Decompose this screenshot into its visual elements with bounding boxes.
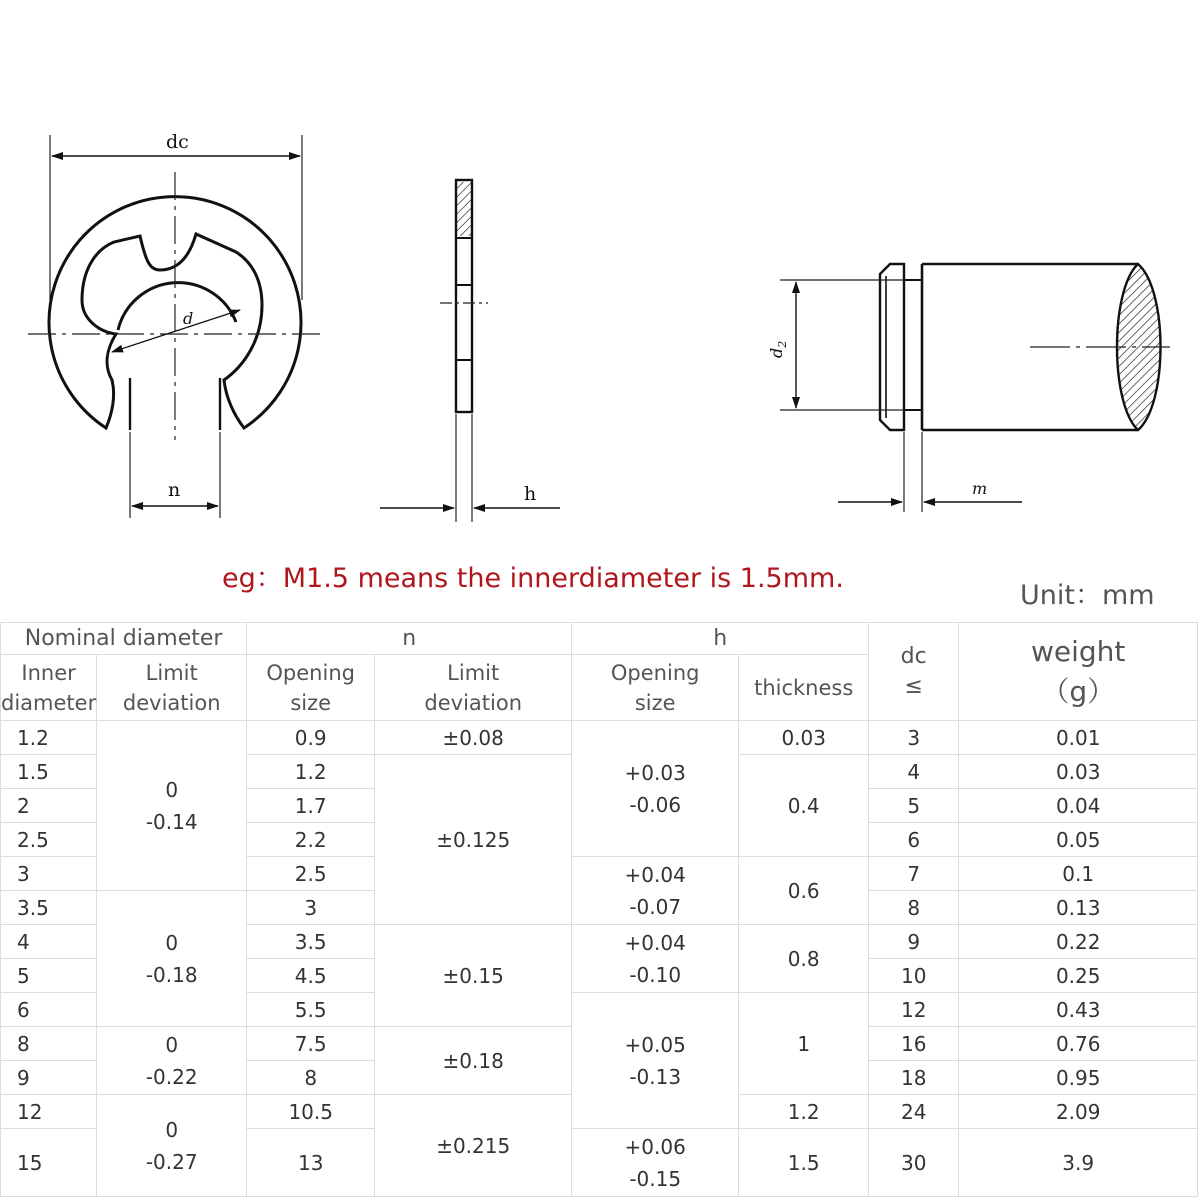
- inner-diameter-cell: 3.5: [1, 891, 97, 925]
- inner-deviation-cell: 0 -0.18: [97, 891, 247, 1027]
- inner-diameter-cell: 6: [1, 993, 97, 1027]
- dc-label: dc: [166, 131, 189, 153]
- header-h: h: [572, 623, 869, 655]
- header-n-limit-deviation: Limit deviation: [375, 655, 572, 721]
- n-opening-cell: 1.7: [247, 789, 375, 823]
- inner-diameter-cell: 1.2: [1, 721, 97, 755]
- inner-diameter-cell: 4: [1, 925, 97, 959]
- thickness-cell: 0.8: [739, 925, 869, 993]
- header-weight: weight （g）: [959, 623, 1198, 721]
- dc-cell: 6: [869, 823, 959, 857]
- inner-diameter-cell: 2.5: [1, 823, 97, 857]
- thickness-cell: 0.03: [739, 721, 869, 755]
- n-opening-cell: 10.5: [247, 1095, 375, 1129]
- dc-cell: 7: [869, 857, 959, 891]
- n-opening-cell: 7.5: [247, 1027, 375, 1061]
- n-opening-cell: 4.5: [247, 959, 375, 993]
- eclip-side-view: [380, 180, 560, 522]
- weight-cell: 0.95: [959, 1061, 1198, 1095]
- dc-cell: 10: [869, 959, 959, 993]
- header-n: n: [247, 623, 572, 655]
- dc-cell: 3: [869, 721, 959, 755]
- dc-cell: 24: [869, 1095, 959, 1129]
- inner-diameter-cell: 3: [1, 857, 97, 891]
- inner-diameter-cell: 12: [1, 1095, 97, 1129]
- header-nominal-diameter: Nominal diameter: [1, 623, 247, 655]
- h-opening-cell: +0.06 -0.15: [572, 1129, 739, 1197]
- n-deviation-cell: ±0.15: [375, 925, 572, 1027]
- n-opening-cell: 8: [247, 1061, 375, 1095]
- thickness-cell: 0.6: [739, 857, 869, 925]
- h-label: h: [524, 483, 537, 505]
- dc-cell: 9: [869, 925, 959, 959]
- n-opening-cell: 0.9: [247, 721, 375, 755]
- weight-cell: 0.1: [959, 857, 1198, 891]
- inner-diameter-cell: 9: [1, 1061, 97, 1095]
- shaft-groove-view: [767, 264, 1170, 512]
- n-opening-cell: 2.2: [247, 823, 375, 857]
- weight-cell: 0.43: [959, 993, 1198, 1027]
- n-deviation-cell: ±0.08: [375, 721, 572, 755]
- weight-cell: 0.76: [959, 1027, 1198, 1061]
- table-row: [1, 721, 1198, 755]
- thickness-cell: 1.5: [739, 1129, 869, 1197]
- inner-deviation-cell: 0 -0.22: [97, 1027, 247, 1095]
- n-deviation-cell: ±0.125: [375, 755, 572, 925]
- weight-cell: 0.25: [959, 959, 1198, 993]
- inner-diameter-cell: 5: [1, 959, 97, 993]
- n-opening-cell: 13: [247, 1129, 375, 1197]
- m-label: m: [972, 479, 988, 498]
- inner-diameter-cell: 2: [1, 789, 97, 823]
- weight-cell: 0.04: [959, 789, 1198, 823]
- weight-cell: 0.01: [959, 721, 1198, 755]
- n-opening-cell: 3.5: [247, 925, 375, 959]
- header-h-opening-size: Opening size: [572, 655, 739, 721]
- inner-diameter-cell: 15: [1, 1129, 97, 1197]
- n-label: n: [168, 479, 181, 501]
- h-opening-cell: +0.04 -0.10: [572, 925, 739, 993]
- technical-drawing: [0, 0, 1200, 550]
- n-opening-cell: 2.5: [247, 857, 375, 891]
- weight-cell: 2.09: [959, 1095, 1198, 1129]
- thickness-cell: 1: [739, 993, 869, 1095]
- inner-diameter-cell: 1.5: [1, 755, 97, 789]
- dc-cell: 4: [869, 755, 959, 789]
- n-opening-cell: 3: [247, 891, 375, 925]
- thickness-cell: 1.2: [739, 1095, 869, 1129]
- header-n-opening-size: Opening size: [247, 655, 375, 721]
- h-opening-cell: +0.05 -0.13: [572, 993, 739, 1129]
- inner-diameter-cell: 8: [1, 1027, 97, 1061]
- h-opening-cell: +0.04 -0.07: [572, 857, 739, 925]
- n-opening-cell: 1.2: [247, 755, 375, 789]
- weight-cell: 0.22: [959, 925, 1198, 959]
- dc-cell: 30: [869, 1129, 959, 1197]
- unit-label: Unit：mm: [1020, 580, 1155, 611]
- weight-cell: 3.9: [959, 1129, 1198, 1197]
- header-dc: dc ≤: [869, 623, 959, 721]
- example-note: eg：M1.5 means the innerdiameter is 1.5mm.: [222, 563, 844, 594]
- eclip-inner-hole: [118, 283, 236, 330]
- n-opening-cell: 5.5: [247, 993, 375, 1027]
- header-inner-diameter: Inner diameter: [1, 655, 97, 721]
- thickness-cell: 0.4: [739, 755, 869, 857]
- d-label: d: [183, 309, 194, 328]
- d2-label: $d_2$: [767, 340, 789, 358]
- inner-deviation-cell: 0 -0.27: [97, 1095, 247, 1197]
- h-opening-cell: +0.03 -0.06: [572, 721, 739, 857]
- d-dimension-line: [112, 310, 240, 352]
- weight-cell: 0.03: [959, 755, 1198, 789]
- eclip-front-view: [28, 131, 322, 518]
- dc-cell: 12: [869, 993, 959, 1027]
- dc-cell: 18: [869, 1061, 959, 1095]
- n-deviation-cell: ±0.18: [375, 1027, 572, 1095]
- inner-deviation-cell: 0 -0.14: [97, 721, 247, 891]
- dc-cell: 16: [869, 1027, 959, 1061]
- weight-cell: 0.05: [959, 823, 1198, 857]
- spec-table: [0, 622, 1198, 1197]
- dc-cell: 5: [869, 789, 959, 823]
- header-thickness: thickness: [739, 655, 869, 721]
- header-inner-limit-deviation: Limit deviation: [97, 655, 247, 721]
- dc-cell: 8: [869, 891, 959, 925]
- weight-cell: 0.13: [959, 891, 1198, 925]
- n-deviation-cell: ±0.215: [375, 1095, 572, 1197]
